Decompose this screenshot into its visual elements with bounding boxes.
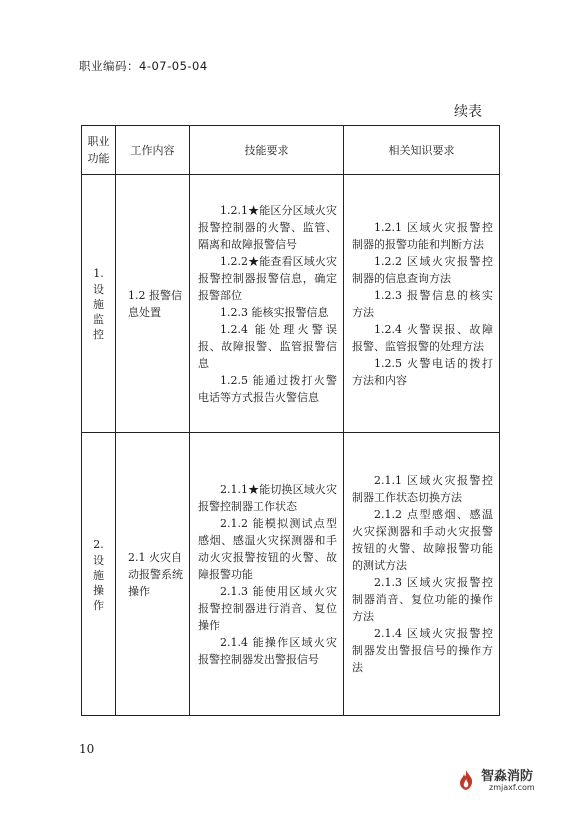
skill-item: 2.1.2 能模拟测试点型感烟、感温火灾探测器和手动火灾报警按钮的火警、故障报警功能 — [198, 516, 337, 581]
col-header-skills: 技能要求 — [190, 126, 344, 175]
knowledge-item: 2.1.3 区域火灾报警控制器消音、复位功能的操作方法 — [352, 576, 493, 623]
skills-cell — [190, 175, 344, 433]
function-number: 1. — [93, 267, 104, 280]
col-header-knowledge: 相关知识要求 — [344, 126, 500, 175]
work-content-cell: 2.1 火灾自动报警系统操作 — [116, 433, 190, 716]
knowledge-cell — [344, 175, 500, 433]
watermark-brand: 智淼消防 — [481, 769, 534, 784]
function-cell — [82, 175, 116, 433]
knowledge-item: 2.1.2 点型感烟、感温火灾探测器和手动火灾报警按钮的火警、故障报警功能的测试方法 — [352, 508, 493, 572]
skill-item: 1.2.1★能区分区域火灾报警控制器的火警、监管、隔离和故障报警信号 — [198, 203, 337, 251]
knowledge-item: 1.2.4 火警误报、故障报警、监管报警的处理方法 — [352, 322, 493, 353]
knowledge-item: 2.1.4 区域火灾报警控制器发出警报信号的操作方法 — [352, 627, 493, 674]
work-content-cell: 1.2 报警信息处置 — [116, 175, 190, 433]
skill-item: 1.2.5 能通过拨打火警电话等方式报告火警信息 — [198, 373, 337, 404]
function-cell — [82, 433, 116, 716]
function-number: 2. — [93, 537, 104, 551]
knowledge-item: 1.2.1 区域火灾报警控制器的报警功能和判断方法 — [352, 220, 493, 251]
page-number: 10 — [79, 742, 95, 756]
skill-item: 1.2.4 能处理火警误报、故障报警、监管报警信息 — [198, 322, 337, 370]
watermark-site: zmjaxf.com — [489, 783, 535, 792]
col-header-function: 职业 功能 — [82, 126, 116, 175]
knowledge-item: 1.2.3 报警信息的核实方法 — [352, 288, 493, 319]
table-row — [82, 175, 500, 433]
skills-table — [81, 125, 500, 716]
continued-label: 续表 — [454, 104, 482, 120]
skill-item: 1.2.2★能查看区域火灾报警控制器报警信息，确定报警部位 — [198, 254, 337, 302]
skill-item: 2.1.3 能使用区域火灾报警控制器进行消音、复位操作 — [198, 584, 337, 632]
skill-item: 2.1.1★能切换区域火灾报警控制器工作状态 — [198, 482, 337, 513]
table-row — [82, 433, 500, 716]
skill-item: 2.1.4 能操作区域火灾报警控制器发出警报信号 — [198, 635, 337, 666]
function-name: 设施监控 — [93, 283, 104, 341]
function-name: 设施操作 — [93, 553, 104, 612]
knowledge-item: 2.1.1 区域火灾报警控制器工作状态切换方法 — [352, 474, 493, 504]
flame-logo-icon — [455, 769, 477, 791]
knowledge-cell — [344, 433, 500, 716]
col-header-content: 工作内容 — [116, 126, 190, 175]
knowledge-item: 1.2.5 火警电话的拨打方法和内容 — [352, 356, 493, 387]
occupation-code: 职业编码：4-07-05-04 — [79, 59, 208, 73]
knowledge-item: 1.2.2 区域火灾报警控制器的信息查询方法 — [352, 254, 493, 285]
skill-item: 1.2.3 能核实报警信息 — [220, 305, 329, 319]
table-header-row — [82, 126, 500, 175]
skills-cell — [190, 433, 344, 716]
